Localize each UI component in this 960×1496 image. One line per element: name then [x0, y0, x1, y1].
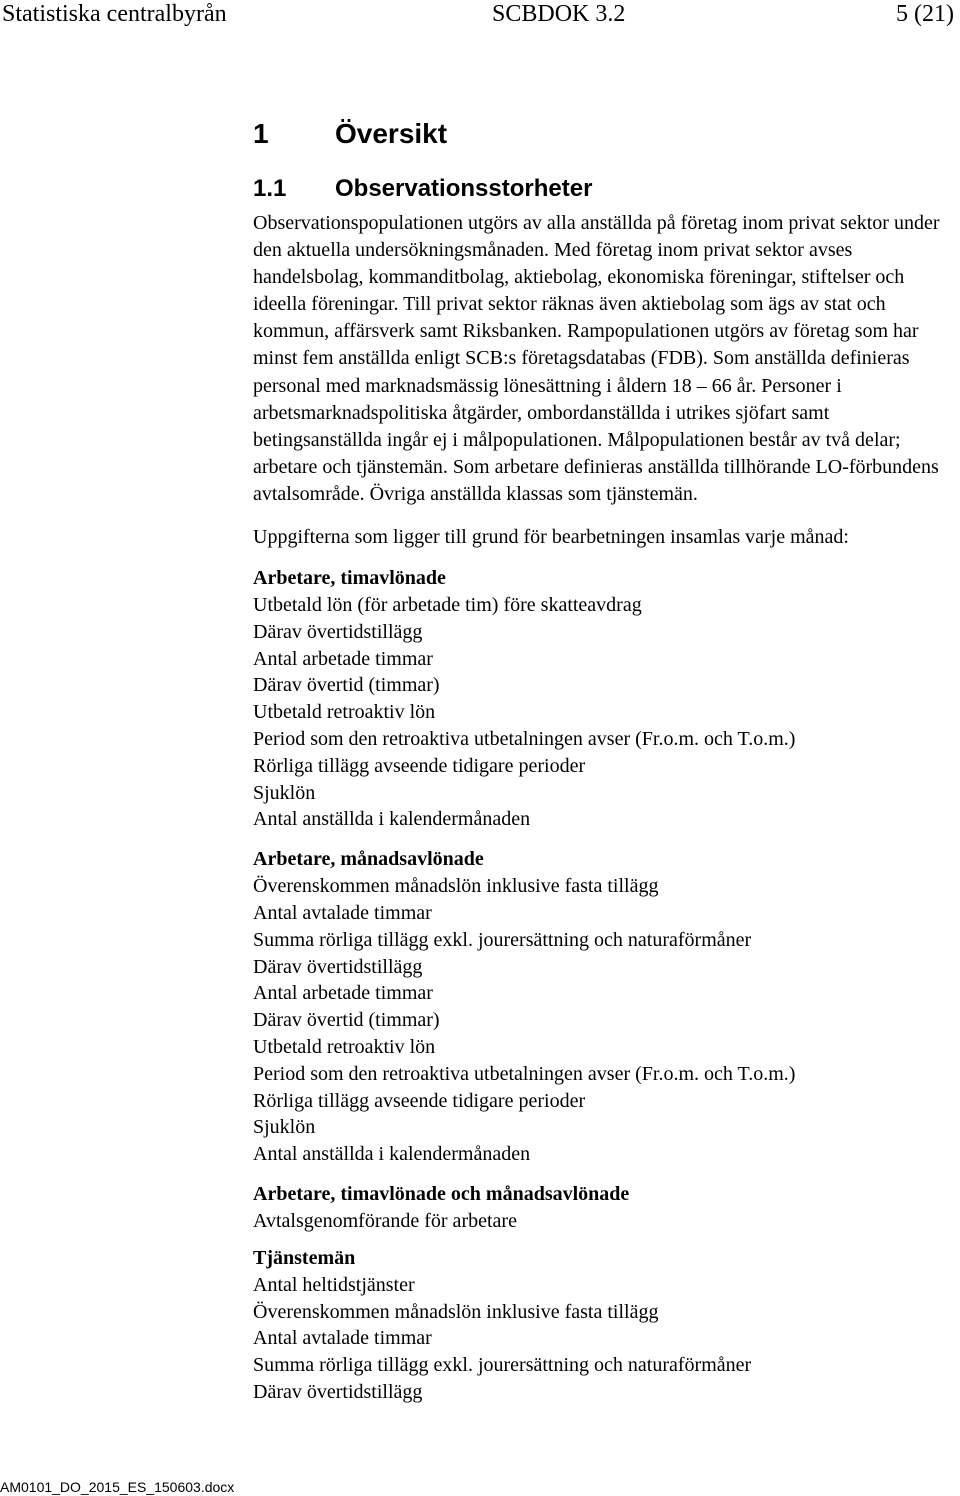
- list-item: Summa rörliga tillägg exkl. jourersättning och naturaförmåner: [253, 1354, 752, 1377]
- organization-name: Statistiska centralbyrån: [2, 1, 227, 27]
- document-id: SCBDOK 3.2: [492, 1, 626, 27]
- list-item: Antal anställda i kalendermånaden: [253, 1143, 531, 1166]
- list-item: Antal anställda i kalendermånaden: [253, 808, 531, 831]
- list-item: Utbetald retroaktiv lön: [253, 1035, 436, 1058]
- group-title: Tjänstemän: [253, 1246, 356, 1269]
- file-name-footer: AM0101_DO_2015_ES_150603.docx: [0, 1479, 235, 1495]
- section-heading: [253, 174, 958, 204]
- list-item: Därav övertid (timmar): [253, 674, 440, 697]
- group-title: Arbetare, timavlönade: [253, 567, 446, 590]
- list-item: Antal arbetade timmar: [253, 982, 433, 1005]
- document-body: [253, 116, 958, 1406]
- list-item: Period som den retroaktiva utbetalningen avser (Fr.o.m. och T.o.m.): [253, 1062, 796, 1085]
- page-header: [0, 0, 960, 28]
- body-paragraph: Observationspopulationen utgörs av alla anställda på företag inom privat sektor under den aktuella undersökningsmånaden. Med företag inom privat sektor avses handelsbolag, kommanditbolag, aktiebolag, ekonomiska föreningar, stiftelser och ideella föreningar. Till privat sektor räknas även aktiebolag som ägs av stat och kommun, affärsverk samt Riksbanken. Rampopulationen utgörs av företag som har minst fem anställda enligt SCB:s företagsdatabas (FDB). Som anställda definieras personal med marknadsmässig lönesättning i åldern 18 – 66 år. Personer i arbetsmarknadspolitiska åtgärder, ombordanställda i utrikes sjöfart samt betingsanställda ingår ej i målpopulationen. Målpopulationen består av två delar; arbetare och tjänstemän. Som arbetare definieras anställda tillhörande LO-förbundens avtalsområde. Övriga anställda klassas som tjänstemän.: [253, 212, 940, 505]
- list-item: Period som den retroaktiva utbetalningen avser (Fr.o.m. och T.o.m.): [253, 728, 796, 751]
- group-tim-och-manadsavlonade: [253, 1181, 958, 1235]
- list-item: Antal heltidstjänster: [253, 1273, 415, 1296]
- list-item: Därav övertidstillägg: [253, 1380, 423, 1403]
- list-item: Antal avtalade timmar: [253, 1327, 432, 1350]
- list-item: Utbetald lön (för arbetade tim) före skatteavdrag: [253, 594, 642, 617]
- intro-text: Uppgifterna som ligger till grund för bearbetningen insamlas varje månad:: [253, 526, 849, 549]
- group-manadsavlonade: [253, 846, 958, 1168]
- section-title: Observationsstorheter: [335, 175, 593, 202]
- list-item: Därav övertidstillägg: [253, 955, 423, 978]
- group-title: Arbetare, timavlönade och månadsavlönade: [253, 1182, 630, 1205]
- group-tjansteman: [253, 1245, 958, 1406]
- list-item: Därav övertid (timmar): [253, 1009, 440, 1032]
- list-item: Summa rörliga tillägg exkl. jourersättning och naturaförmåner: [253, 928, 752, 951]
- chapter-number: 1: [253, 118, 269, 149]
- list-item: Rörliga tillägg avseende tidigare perioder: [253, 754, 586, 777]
- list-item: Rörliga tillägg avseende tidigare perioder: [253, 1089, 586, 1112]
- list-item: Överenskommen månadslön inklusive fasta tillägg: [253, 875, 659, 898]
- page-number: 5 (21): [896, 1, 954, 27]
- list-item: Därav övertidstillägg: [253, 620, 423, 643]
- list-item: Antal arbetade timmar: [253, 647, 433, 670]
- list-item: Utbetald retroaktiv lön: [253, 701, 436, 724]
- group-timavlonade: [253, 565, 958, 833]
- chapter-title: Översikt: [335, 118, 448, 149]
- list-item: Avtalsgenomförande för arbetare: [253, 1209, 517, 1232]
- list-item: Sjuklön: [253, 1116, 316, 1139]
- list-item: Överenskommen månadslön inklusive fasta tillägg: [253, 1300, 659, 1323]
- group-title: Arbetare, månadsavlönade: [253, 848, 484, 871]
- list-item: Antal avtalade timmar: [253, 902, 432, 924]
- list-item: Sjuklön: [253, 781, 316, 804]
- section-number: 1.1: [253, 175, 287, 202]
- chapter-heading: [253, 116, 958, 152]
